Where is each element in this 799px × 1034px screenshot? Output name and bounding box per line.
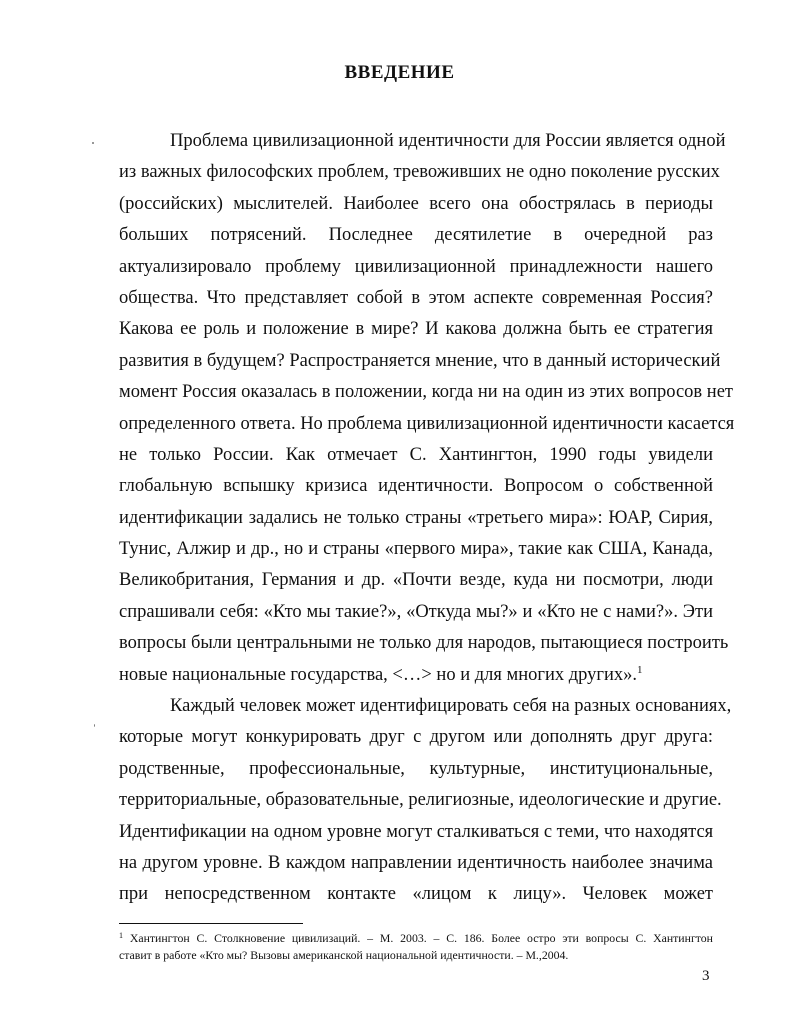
text-line: (российских) мыслителей. Наиболее всего она обострялась в периоды [119,193,713,214]
text-line: территориальные, образовательные, религиозные, идеологические и другие. [119,790,722,811]
text-line: Тунис, Алжир и др., но и страны «первого мира», такие как США, Канада, [119,539,713,560]
text-line: развития в будущем? Распространяется мнение, что в данный исторический [119,350,721,371]
text-line: из важных философских проблем, тревоживших не одно поколение русских [119,162,720,183]
text-line: которые могут конкурировать друг с другом или дополнять друг друга: [119,727,713,748]
text-line: момент Россия оказалась в положении, когда ни на один из этих вопросов нет [119,382,733,403]
text-line: актуализировало проблему цивилизационной принадлежности нашего [119,256,713,277]
text-line: Идентификации на одном уровне могут сталкиваться с теми, что находятся [119,821,714,842]
footnote-reference[interactable]: 1 [637,663,643,676]
paragraph-2 [119,691,732,911]
text-line: определенного ответа. Но проблема цивилизационной идентичности касается [119,413,735,434]
text-line: не только России. Как отмечает С. Хантингтон, 1990 годы увидели [119,444,713,465]
footnote [119,930,713,964]
scan-speck [92,142,94,144]
text-line: глобальную вспышку кризиса идентичности. Вопросом о собственной [119,476,713,497]
body-text [119,126,735,911]
text-line: Проблема цивилизационной идентичности для России является одной [170,131,726,151]
text-line-content: новые национальные государства, <…> но и для многих других». [119,664,638,685]
text-line: спрашивали себя: «Кто мы такие?», «Откуда мы?» и «Кто не с нами?». Эти [119,601,713,622]
text-line: при непосредственном контакте «лицом к лицу». Человек может [119,884,713,905]
text-line: на другом уровне. В каждом направлении идентичность наиболее значима [119,852,713,873]
text-line: Великобритания, Германия и др. «Почти везде, куда ни посмотри, люди [119,570,713,591]
paragraph-1 [119,126,735,691]
text-line: родственные, профессиональные, культурные, институциональные, [119,758,713,779]
text-line: Каждый человек может идентифицировать себя на разных основаниях, [170,696,732,717]
footnote-line [119,930,713,947]
page-title: ВВЕДЕНИЕ [344,62,455,83]
page-number: 3 [702,968,710,984]
text-line: общества. Что представляет собой в этом аспекте современная Россия? [119,287,713,308]
text-line: Какова ее роль и положение в мире? И какова должна быть ее стратегия [119,319,713,340]
text-line: идентификации задались не только страны «третьего мира»: ЮАР, Сирия, [119,507,713,528]
footnote-line: ставит в работе «Кто мы? Вызовы американской национальной идентичности. – М.,2004. [119,948,569,962]
scan-speck [94,724,95,727]
footnote-line-content: Хантингтон С. Столкновение цивилизаций. – М. 2003. – С. 186. Более остро эти вопросы С. Хантингтон [123,931,713,945]
text-line [119,660,713,691]
footnote-divider [119,923,303,924]
footnote-marker: 1 [119,931,123,940]
text-line: вопросы были центральными не только для народов, пытающиеся построить [119,633,729,654]
text-line: больших потрясений. Последнее десятилетие в очередной раз [119,225,713,246]
